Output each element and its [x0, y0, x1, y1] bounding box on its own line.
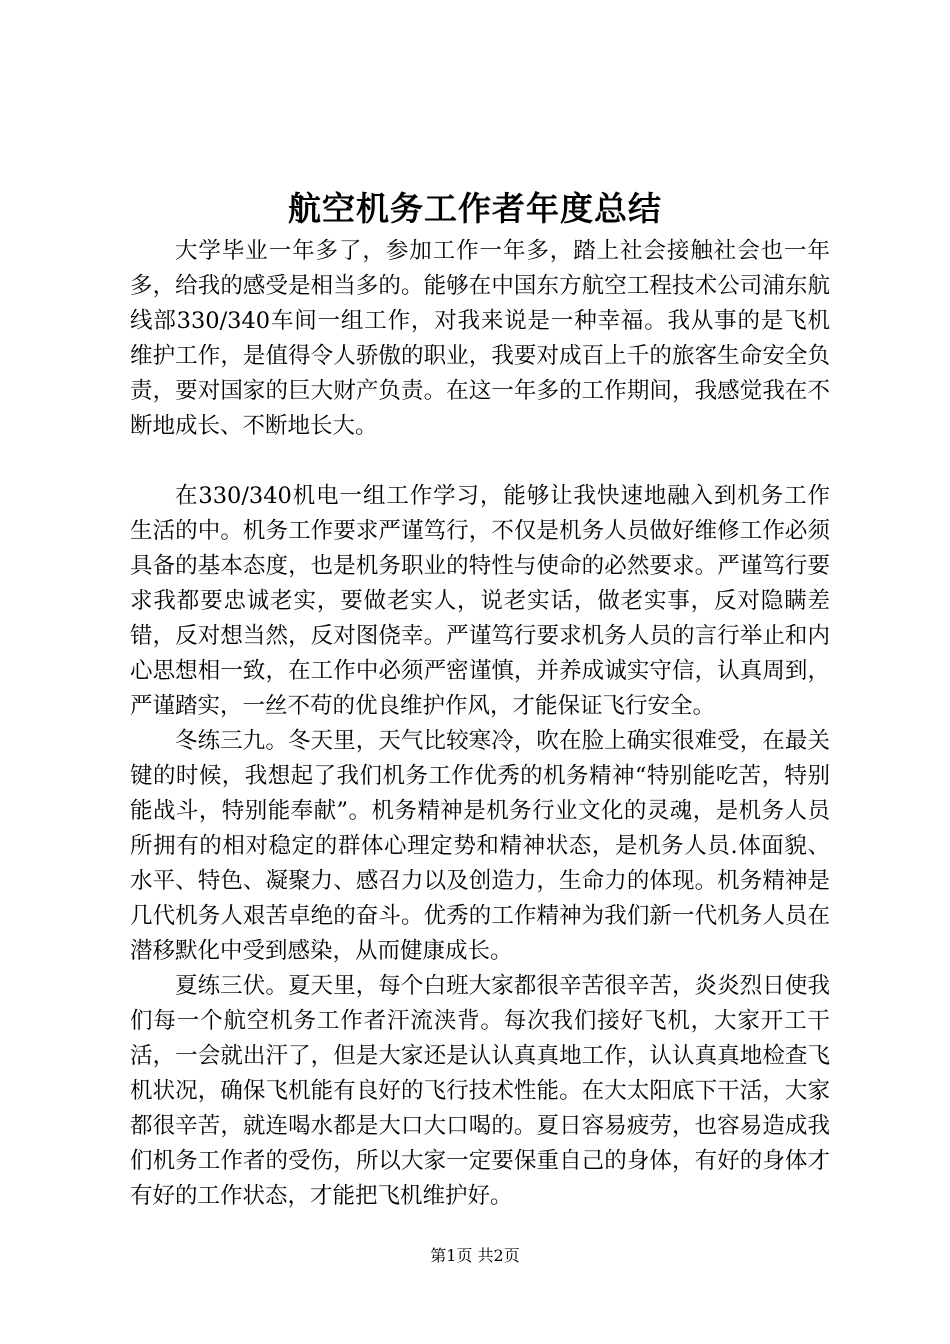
document-body [130, 234, 830, 1214]
page-number: 第1页 共2页 [430, 1246, 520, 1265]
paragraph-3: 冬练三九。冬天里，天气比较寒冷，吹在脸上确实很难受，在最关键的时候，我想起了我们机务工作优秀的机务精神“特别能吃苦，特别能战斗，特别能奉献”。机务精神是机务行业文化的灵魂，是机务人员所拥有的相对稳定的群体心理定势和精神状态，是机务人员.体面貌、水平、特色、凝聚力、感召力以及创造力，生命力的体现。机务精神是几代机务人艰苦卓绝的奋斗。优秀的工作精神为我们新一代机务人员在潜移默化中受到感染，从而健康成长。 [130, 728, 830, 964]
paragraph-1: 大学毕业一年多了，参加工作一年多，踏上社会接触社会也一年多，给我的感受是相当多的。能够在中国东方航空工程技术公司浦东航线部330/340车间一组工作，对我来说是一种幸福。我从事的是飞机维护工作，是值得令人骄傲的职业，我要对成百上千的旅客生命安全负责，要对国家的巨大财产负责。在这一年多的工作期间，我感觉我在不断地成长、不断地长大。 [130, 238, 830, 439]
paragraph-4: 夏练三伏。夏天里，每个白班大家都很辛苦很辛苦，炎炎烈日使我们每一个航空机务工作者汗流浃背。每次我们接好飞机，大家开工干活，一会就出汗了，但是大家还是认认真真地工作，认认真真地检查飞机状况，确保飞机能有良好的飞行技术性能。在大太阳底下干活，大家都很辛苦，就连喝水都是大口大口喝的。夏日容易疲劳，也容易造成我们机务工作者的受伤，所以大家一定要保重自己的身体，有好的身体才有好的工作状态，才能把飞机维护好。 [130, 973, 830, 1209]
document-title: 航空机务工作者年度总结 [288, 189, 662, 228]
paragraph-2: 在330/340机电一组工作学习，能够让我快速地融入到机务工作生活的中。机务工作要求严谨笃行，不仅是机务人员做好维修工作必须具备的基本态度，也是机务职业的特性与使命的必然要求。严谨笃行要求我都要忠诚老实，要做老实人，说老实话，做老实事，反对隐瞒差错，反对想当然，反对图侥幸。严谨笃行要求机务人员的言行举止和内心思想相一致，在工作中必须严密谨慎，并养成诚实守信，认真周到，严谨踏实，一丝不苟的优良维护作风，才能保证飞行安全。 [130, 483, 830, 719]
